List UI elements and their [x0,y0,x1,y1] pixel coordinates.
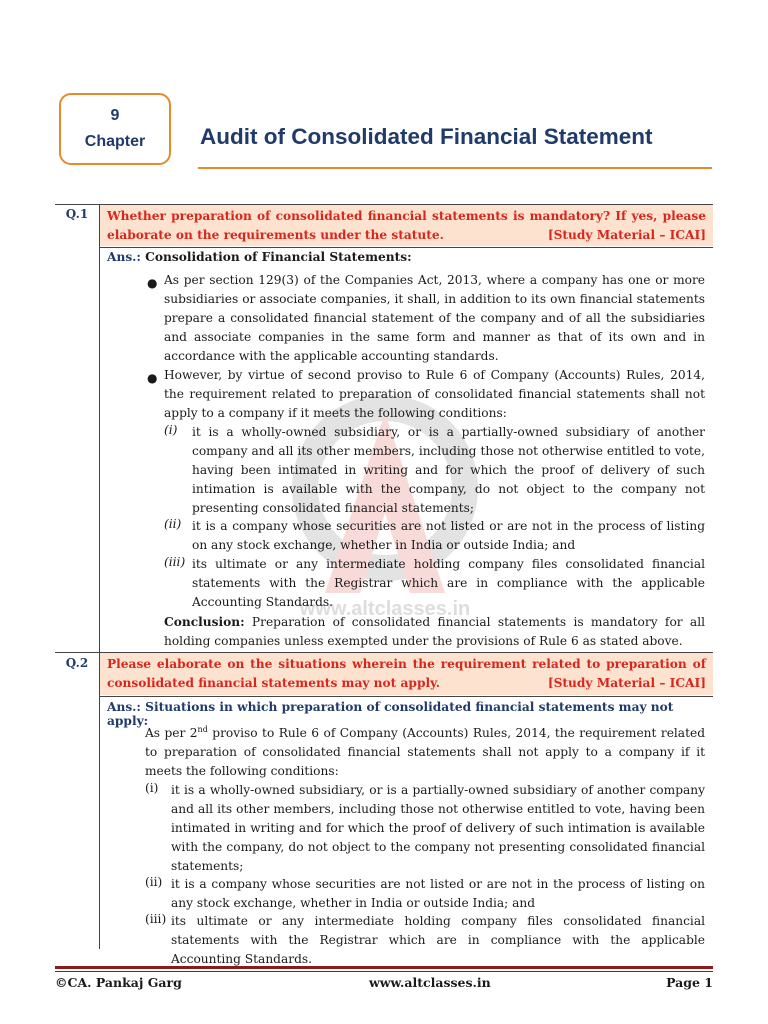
q1-condition-text: it is a company whose securities are not listed or are not in the process of listing on any stock exchange, whether in India or outside India; and [192,519,705,552]
bullet-icon: ● [147,276,158,290]
watermark-url: www.altclasses.in [299,598,471,620]
page-title: Audit of Consolidated Financial Statement [200,124,653,149]
table-rule [99,247,713,248]
question-ref-q2: [Study Material – ICAI] [547,676,706,690]
footer-rule [55,971,713,972]
q1-condition-num: (i) [164,423,178,437]
q2-condition-text: it is a wholly-owned subsidiary, or is a partially-owned subsidiary of another company and all its other members, including those not otherwise entitled to vote, having been intimated in writing and for which the proof of delivery of such intimation is available with the company, do not object to the company not presenting consolidated financial statements; [171,783,705,873]
bullet-icon: ● [147,371,158,385]
question-box-q1 [100,205,713,246]
answer-title: Situations in which preparation of consolidated financial statements may not apply: [107,700,674,728]
q2-condition-text: its ultimate or any intermediate holding company files consolidated financial statements with the Registrar which are in compliance with the applicable Accounting Standards. [171,914,705,966]
table-column-divider [99,204,100,949]
footer-website: www.altclasses.in [369,975,491,990]
chapter-label: Chapter [84,133,146,150]
q1-condition-num: (ii) [164,517,182,531]
table-rule [99,696,713,697]
title-underline [198,167,712,169]
q2-intro [145,720,705,781]
answer-label: Ans.: [107,250,141,264]
qa-table [55,204,713,966]
q2-condition-num: (ii) [145,875,163,889]
question-number-q2: Q.2 [65,656,89,670]
question-text-q2: Please elaborate on the situations wherein the requirement related to preparation of consolidated financial statements may not apply. [107,657,706,690]
q1-conclusion [164,613,705,651]
intro-text: proviso to Rule 6 of Company (Accounts) Rules, 2014, the requirement related to preparation of consolidated financial statements shall not apply to a company if it meets the following conditions: [145,726,705,779]
q1-condition-text: it is a wholly-owned subsidiary, or is a partially-owned subsidiary of another company and all its other members, including those not otherwise entitled to vote, having been intimated in writing and for which the proof of delivery of such intimation is available with the company, do not object to the company not presenting consolidated financial statements; [192,425,705,515]
footer-page-number: Page 1 [666,975,713,990]
intro-superscript: nd [197,725,208,734]
footer-author: ©CA. Pankaj Garg [55,975,182,990]
question-number-q1: Q.1 [65,207,89,221]
answer-heading-q1 [107,250,412,264]
question-box-q2 [100,653,713,695]
answer-title: Consolidation of Financial Statements: [145,250,412,264]
q2-condition-num: (iii) [145,912,167,926]
q2-condition-num: (i) [145,781,159,795]
chapter-number: 9 [110,107,120,124]
q1-condition-num: (iii) [164,555,186,569]
chapter-badge [59,93,171,165]
conclusion-text: Preparation of consolidated financial statements is mandatory for all holding companies unless exempted under the provisions of Rule 6 as stated above. [164,615,705,648]
answer-label: Ans.: [107,700,141,714]
q1-condition-text: its ultimate or any intermediate holding company files consolidated financial statements with the Registrar which are in compliance with the applicable Accounting Standards. [192,557,705,609]
footer-rule [55,966,713,969]
question-text-q1: Whether preparation of consolidated financial statements is mandatory? If yes, please elaborate on the requirements under the statute. [107,209,706,242]
question-ref-q1: [Study Material – ICAI] [547,228,706,242]
q1-bullet-1: As per section 129(3) of the Companies Act, 2013, where a company has one or more subsidiaries or associate companies, it shall, in addition to its own financial statements prepare a consolidated financial statement of the company and of all the subsidiaries and associate companies in the same form and manner as that of its own and in accordance with the applicable accounting standards. [164,273,705,363]
q2-condition-text: it is a company whose securities are not listed or are not in the process of listing on any stock exchange, whether in India or outside India; and [171,877,705,910]
conclusion-label: Conclusion: [164,615,245,629]
q1-bullet-2: However, by virtue of second proviso to Rule 6 of Company (Accounts) Rules, 2014, the requirement related to preparation of consolidated financial statements shall not apply to a company if it meets the following conditions: [164,368,705,420]
intro-text: As per 2 [145,726,198,741]
